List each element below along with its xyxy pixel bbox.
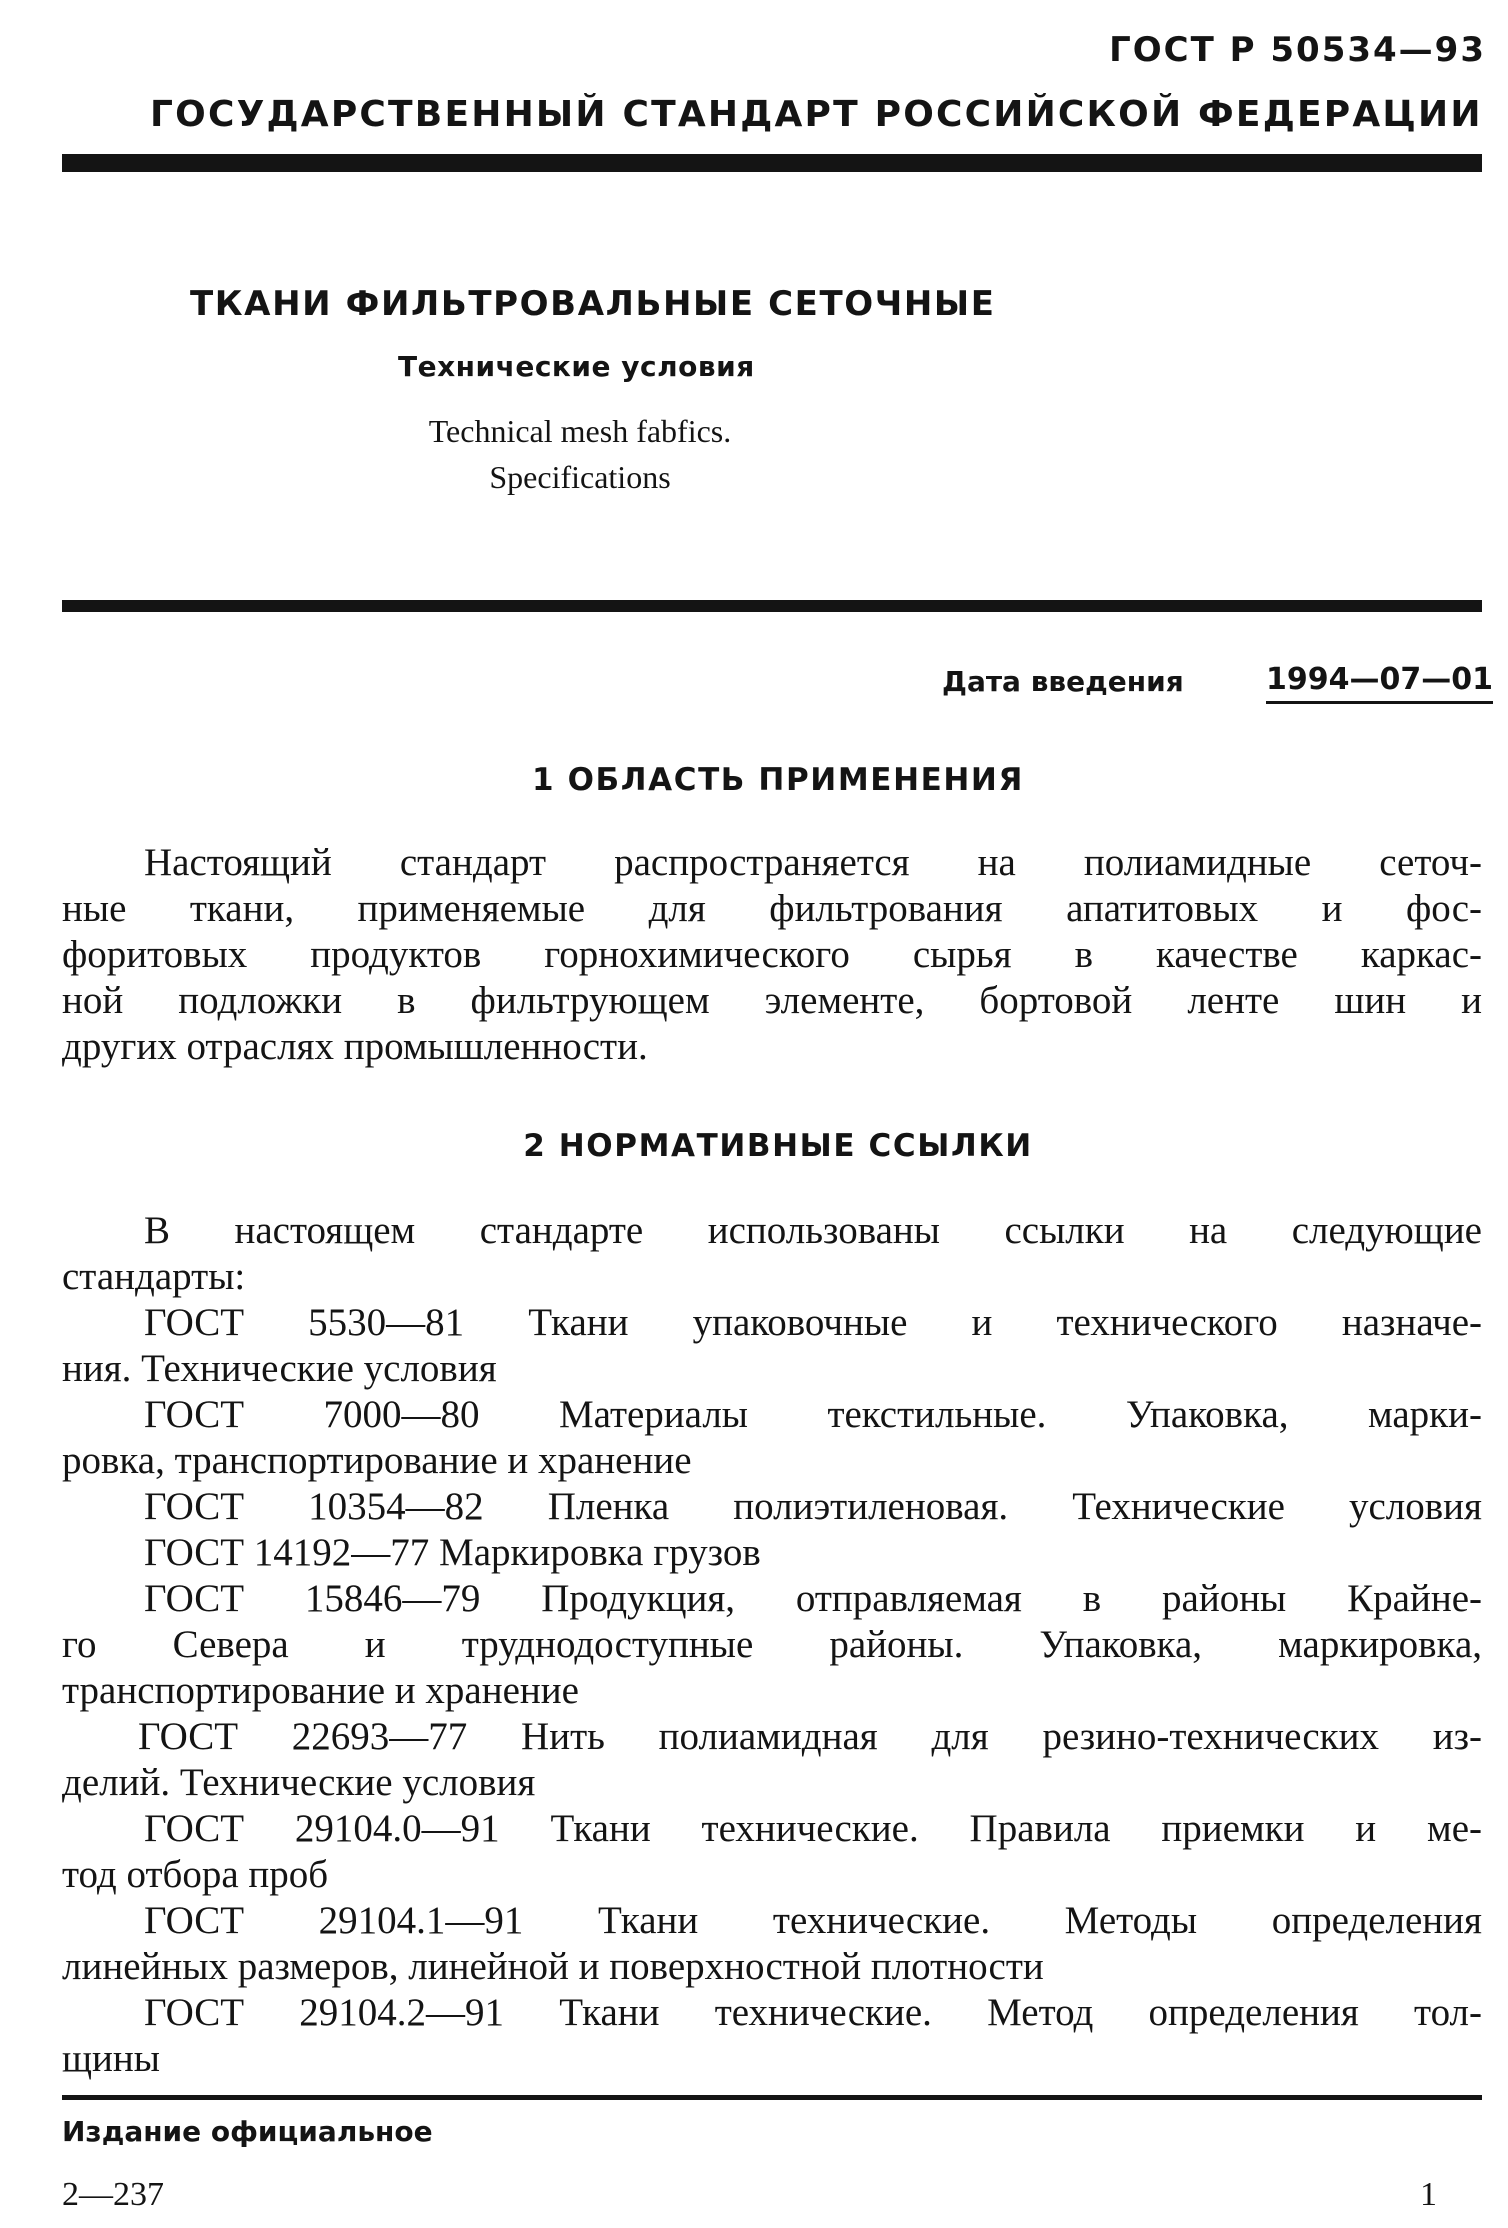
section-body-references xyxy=(62,1208,1482,2082)
paragraph-line: ные ткани, применяемые для фильтрования апатитовых и фос- xyxy=(62,887,1482,930)
reference-line: ния. Технические условия xyxy=(62,1347,497,1390)
paragraph-line: Настоящий стандарт распространяется на полиамидные сеточ- xyxy=(144,841,1482,884)
header-rule xyxy=(62,154,1482,172)
header-title: ГОСУДАРСТВЕННЫЙ СТАНДАРТ РОССИЙСКОЙ ФЕДЕРАЦИИ xyxy=(150,94,1483,135)
reference-line: делий. Технические условия xyxy=(62,1761,536,1804)
gost-number: ГОСТ Р 50534—93 xyxy=(1109,30,1486,70)
edition-label: Издание официальное xyxy=(62,2115,433,2148)
reference-line: го Севера и труднодоступные районы. Упаковка, маркировка, xyxy=(62,1623,1482,1666)
title-rule xyxy=(62,600,1482,612)
paragraph-line: ной подложки в фильтрующем элементе, бортовой ленте шин и xyxy=(62,979,1482,1022)
paragraph-line: В настоящем стандарте использованы ссылки на следующие xyxy=(144,1209,1482,1252)
reference-line: линейных размеров, линейной и поверхностной плотности xyxy=(62,1945,1044,1988)
introduction-date-label: Дата введения xyxy=(942,665,1184,698)
reference-line: ГОСТ 5530—81 Ткани упаковочные и технического назначе- xyxy=(144,1301,1482,1344)
introduction-date: 1994—07—01 xyxy=(1266,662,1493,704)
title-en-line: Technical mesh fabfics. xyxy=(428,413,732,449)
reference-line: ГОСТ 29104.1—91 Ткани технические. Методы определения xyxy=(144,1899,1482,1942)
reference-line: ГОСТ 22693—77 Нить полиамидная для резино-технических из- xyxy=(138,1715,1482,1758)
document-subtitle: Технические условия xyxy=(398,350,755,383)
section-heading-scope: 1 ОБЛАСТЬ ПРИМЕНЕНИЯ xyxy=(532,762,1024,798)
footer-rule xyxy=(62,2095,1482,2100)
paragraph-line: форитовых продуктов горнохимического сырья в качестве каркас- xyxy=(62,933,1482,976)
print-code: 2—237 xyxy=(62,2176,164,2213)
page-number: 1 xyxy=(1420,2176,1437,2213)
reference-line: ГОСТ 29104.0—91 Ткани технические. Правила приемки и ме- xyxy=(144,1807,1482,1850)
paragraph-line: других отраслях промышленности. xyxy=(62,1025,648,1068)
document-title: ТКАНИ ФИЛЬТРОВАЛЬНЫЕ СЕТОЧНЫЕ xyxy=(190,284,996,324)
title-en-line: Specifications xyxy=(489,459,671,495)
reference-line: транспортирование и хранение xyxy=(62,1669,579,1712)
reference-line: ГОСТ 15846—79 Продукция, отправляемая в районы Крайне- xyxy=(144,1577,1482,1620)
reference-line: тод отбора проб xyxy=(62,1853,329,1896)
section-body-scope xyxy=(62,840,1482,1070)
reference-line: щины xyxy=(62,2037,160,2080)
reference-line: ГОСТ 29104.2—91 Ткани технические. Метод определения тол- xyxy=(144,1991,1482,2034)
reference-line: ГОСТ 14192—77 Маркировка грузов xyxy=(144,1531,761,1574)
reference-line: ГОСТ 10354—82 Пленка полиэтиленовая. Технические условия xyxy=(144,1485,1482,1528)
section-heading-references: 2 НОРМАТИВНЫЕ ССЫЛКИ xyxy=(523,1128,1033,1164)
paragraph-line: стандарты: xyxy=(62,1255,246,1298)
reference-line: ровка, транспортирование и хранение xyxy=(62,1439,692,1482)
reference-line: ГОСТ 7000—80 Материалы текстильные. Упаковка, марки- xyxy=(144,1393,1482,1436)
document-title-english xyxy=(370,408,790,500)
